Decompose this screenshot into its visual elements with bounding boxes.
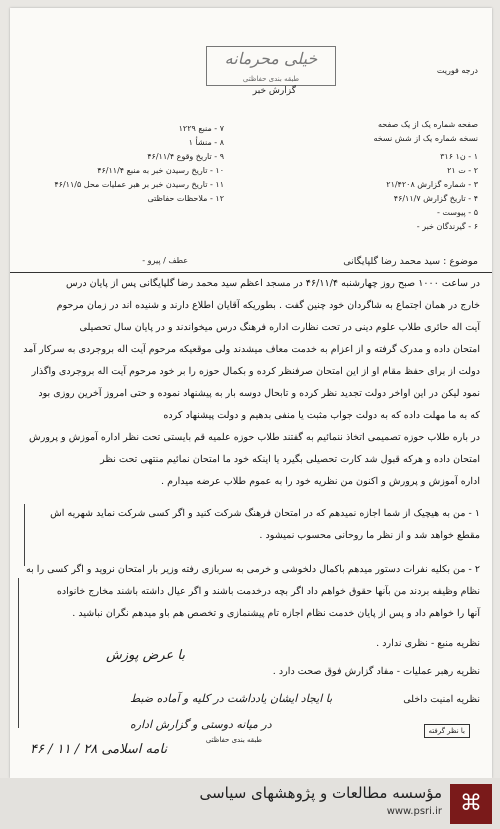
source-opinion: نظریه منبع - نظری ندارد . xyxy=(376,638,480,649)
institute-title: مؤسسه مطالعات و پژوهشهای سیاسی xyxy=(199,784,442,802)
operations-opinion: نظریه رهبر عملیات - مفاد گزارش فوق صحت دارد . xyxy=(272,666,480,677)
institute-logo-icon: ⌘ xyxy=(450,784,492,824)
handwritten-date: نامه اسلامی ۲۸ / ۱۱ / ۴۶ xyxy=(30,742,168,757)
left-field-11: ۱۱ - تاریخ رسیدن خبر بر هبر عملیات محل ۴۶/۱۱/۵ xyxy=(54,180,224,189)
handwritten-signature: با عرض پوزش xyxy=(106,648,185,663)
footer-bar xyxy=(0,778,500,829)
body-line: امتحان داده و مدرک گرفته و از اعزام به خدمت معاف میشدند ولی موقعیکه مرحوم آیت اله بروجردی به سرکار آمد xyxy=(23,344,480,355)
institute-url[interactable]: www.psri.ir xyxy=(386,806,442,817)
stamp-text: خیلی محرمانه xyxy=(224,49,318,68)
stamp-subtext: طبقه بندی حفاظتی xyxy=(242,75,300,83)
internal-security-label: نظریه امنیت داخلی xyxy=(403,694,480,705)
body-line: امتحان داده و هرکه قبول شد کارت تحصیلی بگیرد یا اینکه خود ما امتحان نمائیم منتهی تحت نظر xyxy=(100,454,480,465)
body-line: در ساعت ۱۰۰۰ صبح روز چهارشنبه ۴۶/۱۱/۴ در مسجد اعظم سید محمد رضا گلپایگانی پس از پایان درس xyxy=(66,278,480,289)
left-field-8: ۸ - منشأ ۱ xyxy=(188,138,224,147)
body-line: آنها را خواهم داد و پس از پایان خدمت نظام اجازه تام پیشنمازی و تخصص هم باو میدهم نگران نباشید . xyxy=(72,608,480,619)
header-divider xyxy=(10,272,492,273)
right-field-6: ۶ - گیرندگان خبر - xyxy=(416,222,478,231)
protection-label: طبقه بندی حفاظتی xyxy=(205,736,262,744)
subject-line: موضوع : سید محمد رضا گلپایگانی xyxy=(343,256,478,267)
body-line: ۲ - من بکلیه نفرات دستور میدهم باکمال دلخوشی و خرمی به سربازی رفته وزیر بار امتحان نروید و اگر کسی را به xyxy=(25,564,480,575)
left-field-9: ۹ - تاریخ وقوع ۴۶/۱۱/۴ xyxy=(147,152,224,161)
body-line: آیت اله حائری طلاب علوم دینی در تحت نظارت اداره فرهنگ درس میخواندند و در پایان سال تحصیلی xyxy=(79,322,480,333)
left-field-10: ۱۰ - تاریخ رسیدن خبر به منبع ۴۶/۱۱/۴ xyxy=(97,166,224,175)
handwritten-note: در میانه دوستی و گزارش اداره xyxy=(130,718,272,731)
right-field-1: ۱ - ن۱ ۳۱۶ xyxy=(440,152,478,161)
right-field-3: ۳ - شماره گزارش ۲۱/۴۲۰۸ xyxy=(386,180,478,189)
margin-bracket xyxy=(24,504,25,566)
document-page xyxy=(10,8,492,778)
margin-bracket xyxy=(18,578,19,728)
right-field-4: ۴ - تاریخ گزارش ۴۶/۱۱/۷ xyxy=(393,194,478,203)
page-label: صفحه شماره یک از یک صفحه xyxy=(378,120,478,129)
body-line: دولت از برای حفظ مقام او از این امتحان صرفنظر کرده و بکمال حوزه را بر خود مرحوم آیت اله بروجردی واگذار xyxy=(31,366,480,377)
copy-label: نسخه شماره یک از شش نسخه xyxy=(373,134,478,143)
body-line: مقطع خواهد شد و از نظر ما روحانی محسوب نمیشود . xyxy=(259,530,480,541)
body-line: خارج در همان اجتماع به شاگردان خود چنین گفت . بطوریکه آقایان اطلاع دارند و شنیده اند در زمان مرحوم xyxy=(56,300,480,311)
attachment-label: عطف / پیرو - xyxy=(142,256,188,265)
left-field-7: ۷ - منبع ۱۲۲۹ xyxy=(178,124,224,133)
body-line: ۱ - من به هیچیک از شما اجازه نمیدهم که در امتحان فرهنگ شرکت کنید و اگر کسی شرکت نماید شهریه اش xyxy=(50,508,480,519)
handwritten-note: با ایجاد ایشان یادداشت در کلیه و آماده ضبط xyxy=(130,692,333,705)
body-line: که به ما مهلت داده که به دولت جواب مثبت یا منفی بدهیم و دولت پیشنهاد کرده xyxy=(163,410,480,421)
body-line: نظام وظیفه بردند من بآنها حقوق خواهم داد اگر بچه درخدمت باشند و اگر عیال داشته باشند مخارج خانواده xyxy=(56,586,480,597)
priority-label: درجه فوریت xyxy=(436,66,478,75)
left-field-12: ۱۲ - ملاحظات حفاظتی xyxy=(147,194,224,203)
body-line: نمود لیکن در این اواخر دولت تجدید نظر کرده و تابحال دوسه بار به پیشنهاد نموده و حتی امروز آخرین روزی بود xyxy=(38,388,480,399)
right-field-5: ۵ - پیوست - xyxy=(436,208,478,217)
side-box: با نظر گرفته xyxy=(424,724,471,738)
body-line: اداره آموزش و پرورش و اکنون من نظریه خود را به عموم طلاب عرضه میدارم . xyxy=(160,476,480,487)
body-line: در باره طلاب حوزه تصمیمی اتخاذ ننمائیم به گفتند طلاب حوزه علمیه قم بایستی تحت نظر اداره آموزش و پرورش xyxy=(29,432,480,443)
classification-stamp xyxy=(206,46,336,86)
report-title: گزارش خبر xyxy=(252,86,296,96)
right-field-2: ۲ - ت ۲۱ xyxy=(447,166,478,175)
